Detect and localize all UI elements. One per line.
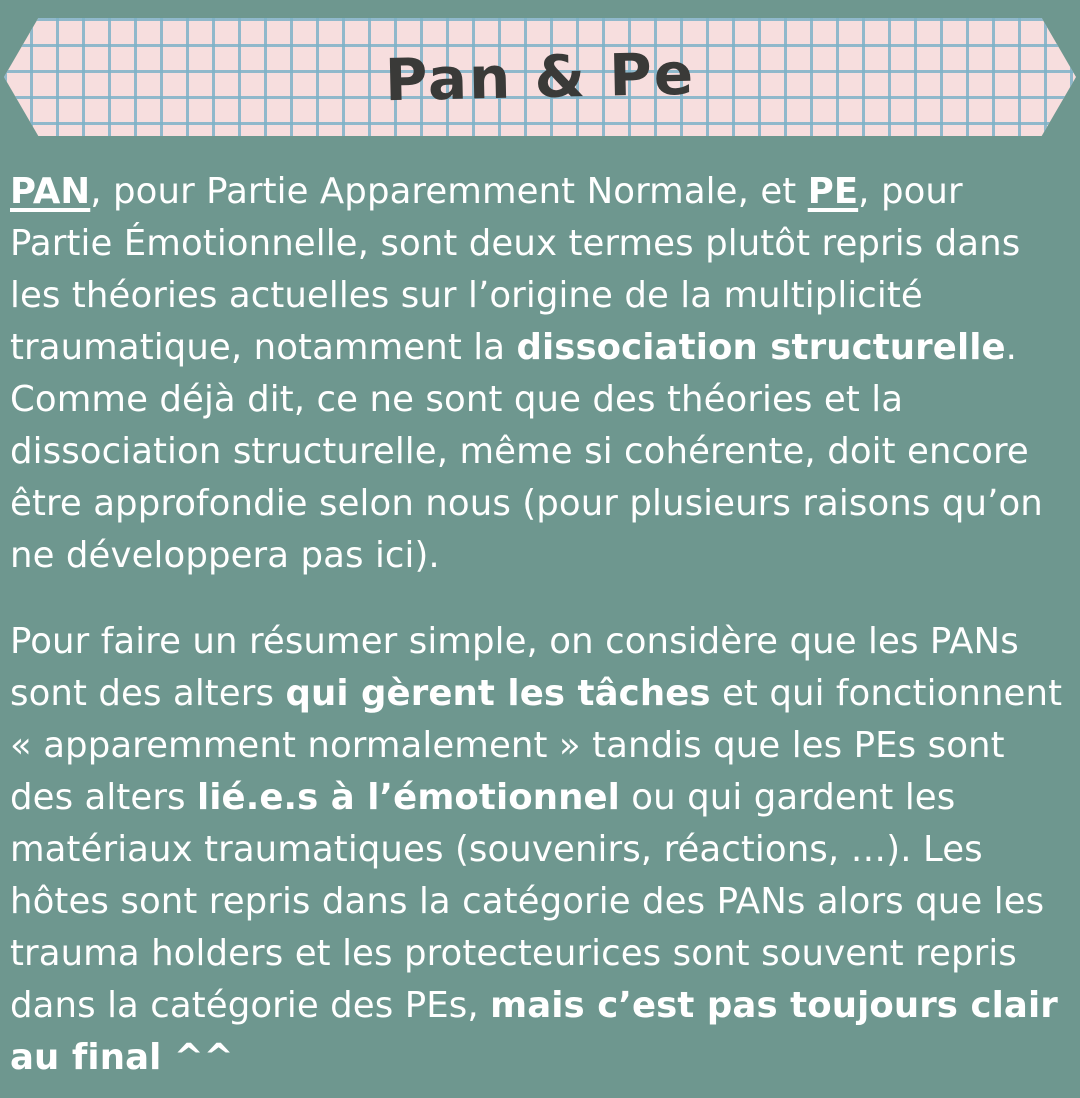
page-title: Pan & Pe xyxy=(384,39,696,115)
term-pan: PAN xyxy=(10,171,91,212)
paragraph-1-text-a: , pour Partie Apparemment Normale, et xyxy=(90,171,808,212)
emphasis-gerent-les-taches: qui gèrent les tâches xyxy=(285,673,711,714)
emphasis-lie-a-lemotionnel: lié.e.s à l’émotionnel xyxy=(197,777,620,818)
paragraph-1-text-b: , pour Partie Émotionnelle, sont deux termes plutôt repris dans les théories actuelles sur l’origine de la multiplicité traumatique, notamment la xyxy=(10,171,1021,368)
term-pe: PE xyxy=(807,171,859,212)
paragraph-1-text-c: . Comme déjà dit, ce ne sont que des théories et la dissociation structurelle, même si cohérente, doit encore être approfondie selon nous (pour plusieurs raisons qu’on ne développera pas ici). xyxy=(10,327,1043,576)
title-banner xyxy=(0,18,1080,148)
paragraph-2-text-c: ou qui gardent les matériaux traumatiques (souvenirs, réactions, …). Les hôtes sont repris dans la catégorie des PANs alors que les trauma holders et les protecteurices sont souvent repris dans la catégorie des PEs, xyxy=(10,777,1045,1026)
slide-page xyxy=(0,18,1080,1098)
article-body xyxy=(10,166,1072,1084)
paragraph-2-text-a: Pour faire un résumer simple, on considère que les PANs sont des alters xyxy=(10,621,1019,714)
emphasis-pas-toujours-clair: mais c’est pas toujours clair au final ^^ xyxy=(10,985,1058,1078)
paragraph-2 xyxy=(10,616,1072,1084)
term-dissociation-structurelle: dissociation structurelle xyxy=(516,327,1006,368)
paragraph-2-text-b: et qui fonctionnent « apparemment normalement » tandis que les PEs sont des alters xyxy=(10,673,1063,818)
paragraph-1 xyxy=(10,166,1072,582)
